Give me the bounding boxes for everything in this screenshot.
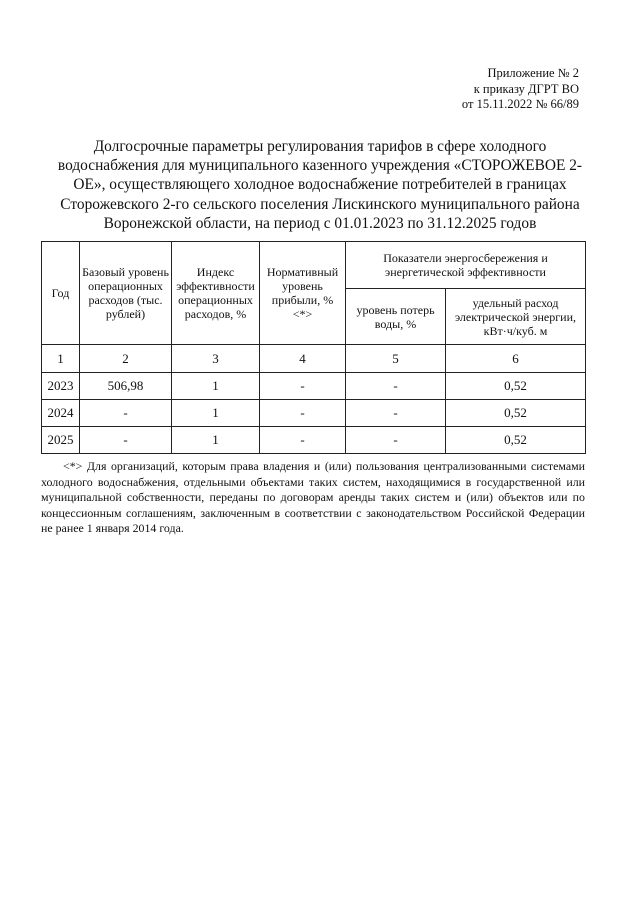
appendix-order: к приказу ДГРТ ВО bbox=[473, 81, 579, 96]
tariff-parameters-table bbox=[41, 241, 586, 454]
column-number: 4 bbox=[260, 345, 346, 373]
header-water-loss: уровень потерь воды, % bbox=[346, 289, 446, 345]
cell-profit-level: - bbox=[260, 400, 346, 427]
title-line: Воронежской области, на период с 01.01.2023 по 31.12.2025 годов bbox=[103, 214, 537, 232]
column-number: 1 bbox=[42, 345, 80, 373]
cell-water-loss: - bbox=[346, 400, 446, 427]
column-number: 3 bbox=[172, 345, 260, 373]
table-row bbox=[42, 373, 586, 400]
cell-year: 2024 bbox=[42, 400, 80, 427]
table-row bbox=[42, 427, 586, 454]
title-line: Сторожевского 2-го сельского поселения Лискинского муниципального района bbox=[60, 195, 580, 213]
cell-efficiency-index: 1 bbox=[172, 400, 260, 427]
cell-specific-consumption: 0,52 bbox=[446, 373, 586, 400]
cell-specific-consumption: 0,52 bbox=[446, 400, 586, 427]
cell-water-loss: - bbox=[346, 427, 446, 454]
header-year: Год bbox=[42, 242, 80, 345]
column-number-row bbox=[42, 345, 586, 373]
footnote bbox=[41, 459, 585, 537]
title-line: Долгосрочные параметры регулирования тарифов в сфере холодного bbox=[93, 138, 547, 155]
header-profit-level: Нормативный уровень прибыли, % <*> bbox=[260, 242, 346, 345]
cell-water-loss: - bbox=[346, 373, 446, 400]
column-number: 5 bbox=[346, 345, 446, 373]
table-row bbox=[42, 400, 586, 427]
header-efficiency-index: Индекс эффективности операционных расходов, % bbox=[172, 242, 260, 345]
cell-base-level: - bbox=[80, 427, 172, 454]
title-line: ОЕ», осуществляющего холодное водоснабжение потребителей в границах bbox=[73, 176, 567, 194]
document-title bbox=[28, 137, 612, 233]
cell-profit-level: - bbox=[260, 373, 346, 400]
cell-efficiency-index: 1 bbox=[172, 427, 260, 454]
cell-efficiency-index: 1 bbox=[172, 373, 260, 400]
appendix-date: от 15.11.2022 № 66/89 bbox=[461, 97, 579, 111]
footnote-text: <*> Для организаций, которым права владения и (или) пользования централизованными системами холодного водоснабжения, отдельными объектами таких систем, находящимися в государственной или муниципальной собственности, переданы по договорам аренды таких систем и (или) объектов или по концессионным соглашениям, заключенным в соответствии с законодательством Российской Федерации не ранее 1 января 2014 года. bbox=[41, 459, 585, 535]
cell-year: 2025 bbox=[42, 427, 80, 454]
cell-specific-consumption: 0,52 bbox=[446, 427, 586, 454]
cell-base-level: - bbox=[80, 400, 172, 427]
cell-year: 2023 bbox=[42, 373, 80, 400]
column-number: 2 bbox=[80, 345, 172, 373]
header-base-level: Базовый уровень операционных расходов (тыс. рублей) bbox=[80, 242, 172, 345]
appendix-number: Приложение № 2 bbox=[487, 66, 579, 80]
column-number: 6 bbox=[446, 345, 586, 373]
header-specific-consumption: удельный расход электрической энергии, кВт·ч/куб. м bbox=[446, 289, 586, 345]
appendix-reference bbox=[462, 66, 579, 113]
cell-base-level: 506,98 bbox=[80, 373, 172, 400]
cell-profit-level: - bbox=[260, 427, 346, 454]
header-energy-group: Показатели энергосбережения и энергетической эффективности bbox=[346, 242, 586, 289]
title-line: водоснабжения для муниципального казенного учреждения «СТОРОЖЕВОЕ 2- bbox=[57, 157, 583, 175]
